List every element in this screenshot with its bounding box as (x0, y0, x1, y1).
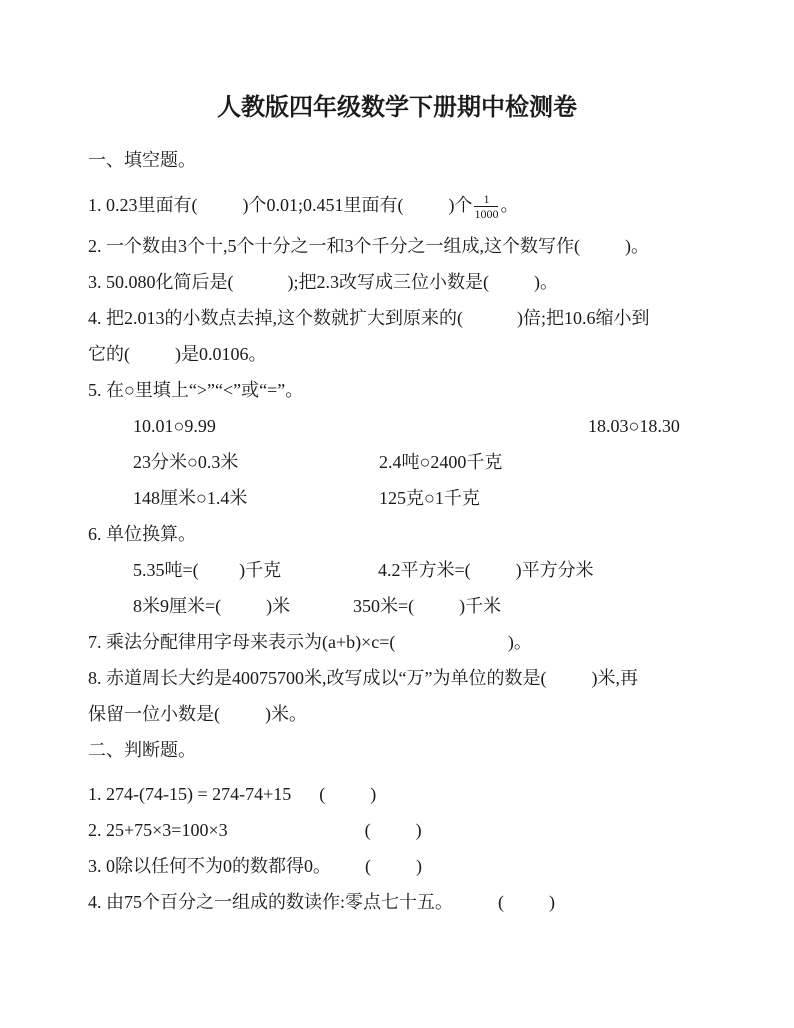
question-4-line-1: 4. 把2.013的小数点去掉,这个数就扩大到原来的( )倍;把10.6缩小到 (88, 308, 650, 328)
judge-2-answer-paren: ( ) (364, 820, 422, 840)
fraction-1-over-1000 (474, 193, 498, 220)
q5-compare-row-3 (88, 489, 754, 508)
q5-compare-item-4: 2.4吨○2400千克 (379, 452, 503, 472)
judge-4-answer-paren: ( ) (498, 892, 555, 912)
q5-compare-item-1: 10.01○9.99 (133, 416, 216, 436)
question-1-text: 1. 0.23里面有( )个0.01;0.451里面有( )个 (88, 195, 473, 215)
judge-item-1 (88, 785, 754, 804)
q6-conversion-item-2: 4.2平方米=( )平方分米 (378, 560, 594, 580)
judge-3-statement: 3. 0除以任何不为0的数都得0。 (88, 856, 331, 876)
judge-item-4 (88, 893, 754, 912)
q5-compare-item-3: 23分米○0.3米 (133, 452, 239, 472)
q5-compare-row-2 (88, 453, 754, 472)
question-1-period: 。 (500, 195, 519, 215)
q5-compare-item-6: 125克○1千克 (379, 488, 480, 508)
q6-conversion-row-2 (88, 597, 754, 616)
question-1 (88, 193, 754, 220)
judge-item-3 (88, 857, 754, 876)
question-8-line-1: 8. 赤道周长大约是40075700米,改写成以“万”为单位的数是( )米,再 (88, 668, 638, 688)
judge-item-2 (88, 821, 754, 840)
question-4-line-2: 它的( )是0.0106。 (88, 344, 267, 364)
fraction-denominator: 1000 (474, 207, 499, 221)
fraction-numerator: 1 (474, 193, 498, 207)
judge-4-statement: 4. 由75个百分之一组成的数读作:零点七十五。 (88, 892, 453, 912)
judge-1-statement: 1. 274-(74-15) = 274-74+15 (88, 784, 292, 804)
judge-1-answer-paren: ( ) (319, 784, 377, 804)
q6-conversion-item-4: 350米=( )千米 (353, 596, 502, 616)
question-5-header: 5. 在○里填上“>”“<”或“=”。 (88, 380, 304, 400)
question-8-line-2: 保留一位小数是( )米。 (88, 704, 307, 724)
q6-conversion-item-3: 8米9厘米=( )米 (133, 596, 291, 616)
q5-compare-item-5: 148厘米○1.4米 (133, 488, 248, 508)
page-title: 人教版四年级数学下册期中检测卷 (217, 95, 577, 121)
section-1-header: 一、填空题。 (88, 150, 196, 170)
judge-3-answer-paren: ( ) (365, 856, 422, 876)
q5-compare-item-2: 18.03○18.30 (588, 416, 680, 436)
judge-2-statement: 2. 25+75×3=100×3 (88, 820, 228, 840)
q6-conversion-row-1 (88, 561, 754, 580)
exam-content (88, 151, 754, 912)
question-7: 7. 乘法分配律用字母来表示为(a+b)×c=( )。 (88, 632, 532, 652)
question-6-header: 6. 单位换算。 (88, 524, 196, 544)
question-2: 2. 一个数由3个十,5个十分之一和3个千分之一组成,这个数写作( )。 (88, 236, 649, 256)
section-2-header: 二、判断题。 (88, 740, 196, 760)
question-3: 3. 50.080化简后是( );把2.3改写成三位小数是( )。 (88, 272, 558, 292)
q5-compare-row-1 (88, 417, 754, 436)
q6-conversion-item-1: 5.35吨=( )千克 (133, 560, 282, 580)
